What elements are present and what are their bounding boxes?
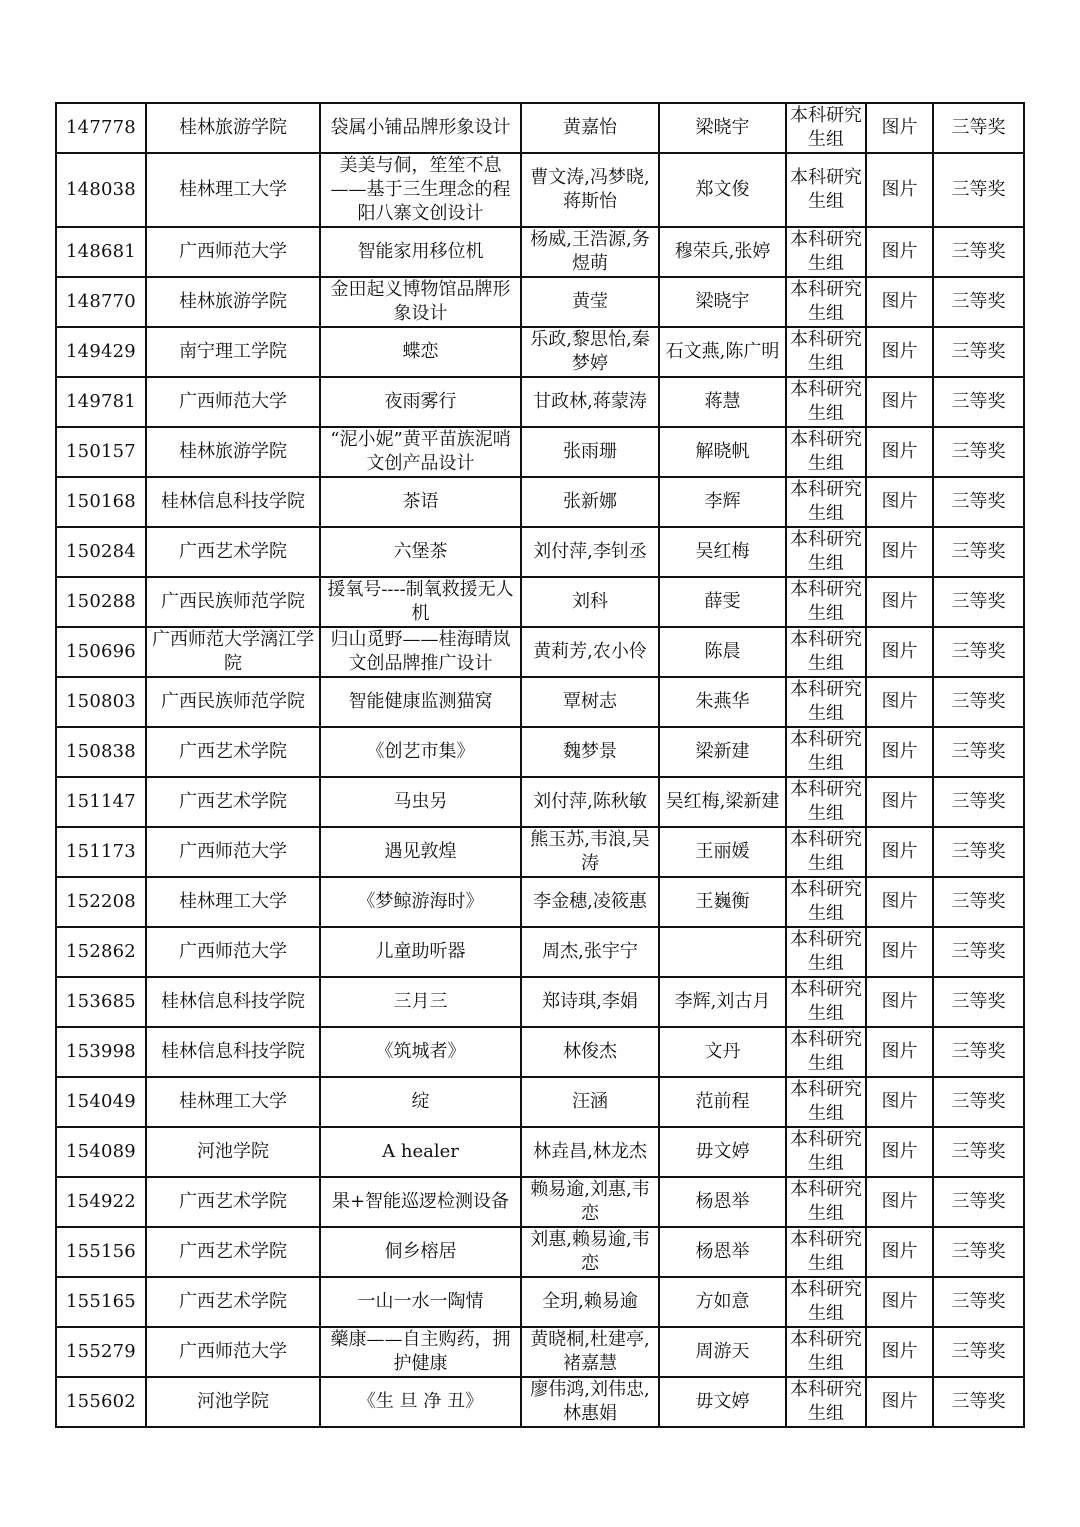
group-cell: 本科研究生组 [786,103,866,153]
table-row [56,627,1024,677]
entry-id-cell: 152862 [56,927,146,977]
table-row [56,527,1024,577]
school-cell: 桂林理工大学 [146,877,320,927]
category-cell: 图片 [866,477,933,527]
entry-id-cell: 155165 [56,1277,146,1327]
award-cell: 三等奖 [933,1377,1024,1427]
group-cell: 本科研究生组 [786,277,866,327]
entry-id-cell: 151147 [56,777,146,827]
authors-cell: 刘科 [521,577,659,627]
award-cell: 三等奖 [933,1077,1024,1127]
table-row [56,1227,1024,1277]
category-cell: 图片 [866,103,933,153]
table-row [56,1277,1024,1327]
advisor-cell: 李辉,刘古月 [659,977,786,1027]
award-cell: 三等奖 [933,477,1024,527]
table-row [56,577,1024,627]
advisor-cell: 蒋慧 [659,377,786,427]
category-cell: 图片 [866,153,933,227]
award-cell: 三等奖 [933,977,1024,1027]
authors-cell: 李金穗,凌筱惠 [521,877,659,927]
authors-cell: 全玥,赖易逾 [521,1277,659,1327]
work-title-cell: 《生 旦 净 丑》 [320,1377,521,1427]
school-cell: 桂林旅游学院 [146,277,320,327]
award-cell: 三等奖 [933,1127,1024,1177]
award-cell: 三等奖 [933,527,1024,577]
advisor-cell: 周游天 [659,1327,786,1377]
advisor-cell: 陈晨 [659,627,786,677]
work-title-cell: “泥小妮”黄平苗族泥哨文创产品设计 [320,427,521,477]
category-cell: 图片 [866,1227,933,1277]
authors-cell: 郑诗琪,李娟 [521,977,659,1027]
authors-cell: 黄莹 [521,277,659,327]
advisor-cell: 文丹 [659,1027,786,1077]
entry-id-cell: 153685 [56,977,146,1027]
advisor-cell: 穆荣兵,张婷 [659,227,786,277]
category-cell: 图片 [866,927,933,977]
award-cell: 三等奖 [933,1277,1024,1327]
entry-id-cell: 150696 [56,627,146,677]
table-row [56,827,1024,877]
authors-cell: 张雨珊 [521,427,659,477]
award-cell: 三等奖 [933,1177,1024,1227]
group-cell: 本科研究生组 [786,577,866,627]
advisor-cell: 王丽媛 [659,827,786,877]
work-title-cell: 援氧号----制氧救援无人机 [320,577,521,627]
authors-cell: 林俊杰 [521,1027,659,1077]
award-cell: 三等奖 [933,103,1024,153]
advisor-cell: 毋文婷 [659,1127,786,1177]
category-cell: 图片 [866,1127,933,1177]
authors-cell: 甘政林,蒋蒙涛 [521,377,659,427]
advisor-cell: 石文燕,陈广明 [659,327,786,377]
table-row [56,677,1024,727]
school-cell: 广西艺术学院 [146,727,320,777]
entry-id-cell: 148770 [56,277,146,327]
table-row [56,277,1024,327]
work-title-cell: 果+智能巡逻检测设备 [320,1177,521,1227]
entry-id-cell: 150168 [56,477,146,527]
group-cell: 本科研究生组 [786,1277,866,1327]
group-cell: 本科研究生组 [786,477,866,527]
work-title-cell: 遇见敦煌 [320,827,521,877]
advisor-cell: 朱燕华 [659,677,786,727]
group-cell: 本科研究生组 [786,627,866,677]
authors-cell: 黄莉芳,农小伶 [521,627,659,677]
entry-id-cell: 154049 [56,1077,146,1127]
entry-id-cell: 150803 [56,677,146,727]
authors-cell: 熊玉苏,韦浪,吴涛 [521,827,659,877]
group-cell: 本科研究生组 [786,977,866,1027]
advisor-cell: 梁晓宇 [659,277,786,327]
advisor-cell: 梁新建 [659,727,786,777]
group-cell: 本科研究生组 [786,1027,866,1077]
advisor-cell [659,927,786,977]
category-cell: 图片 [866,577,933,627]
school-cell: 广西艺术学院 [146,1277,320,1327]
work-title-cell: 夜雨雾行 [320,377,521,427]
authors-cell: 廖伟鸿,刘伟忠,林惠娟 [521,1377,659,1427]
work-title-cell: 智能健康监测猫窝 [320,677,521,727]
entry-id-cell: 155279 [56,1327,146,1377]
award-cell: 三等奖 [933,927,1024,977]
table-row [56,327,1024,377]
advisor-cell: 杨恩举 [659,1227,786,1277]
work-title-cell: 茶语 [320,477,521,527]
work-title-cell: 三月三 [320,977,521,1027]
table-row [56,977,1024,1027]
category-cell: 图片 [866,1327,933,1377]
advisor-cell: 杨恩举 [659,1177,786,1227]
school-cell: 广西师范大学 [146,1327,320,1377]
group-cell: 本科研究生组 [786,327,866,377]
group-cell: 本科研究生组 [786,877,866,927]
award-cell: 三等奖 [933,1327,1024,1377]
entry-id-cell: 152208 [56,877,146,927]
award-cell: 三等奖 [933,1227,1024,1277]
award-cell: 三等奖 [933,427,1024,477]
category-cell: 图片 [866,427,933,477]
school-cell: 广西师范大学 [146,927,320,977]
entry-id-cell: 149781 [56,377,146,427]
advisor-cell: 吴红梅 [659,527,786,577]
school-cell: 广西师范大学 [146,227,320,277]
award-cell: 三等奖 [933,727,1024,777]
authors-cell: 赖易逾,刘惠,韦恋 [521,1177,659,1227]
work-title-cell: 儿童助听器 [320,927,521,977]
school-cell: 桂林信息科技学院 [146,1027,320,1077]
authors-cell: 周杰,张宇宁 [521,927,659,977]
school-cell: 广西师范大学 [146,827,320,877]
entry-id-cell: 149429 [56,327,146,377]
authors-cell: 黄嘉怡 [521,103,659,153]
category-cell: 图片 [866,1077,933,1127]
table-row [56,477,1024,527]
advisor-cell: 毋文婷 [659,1377,786,1427]
group-cell: 本科研究生组 [786,527,866,577]
work-title-cell: 《筑城者》 [320,1027,521,1077]
authors-cell: 曹文涛,冯梦晓,蒋斯怡 [521,153,659,227]
school-cell: 广西师范大学漓江学院 [146,627,320,677]
category-cell: 图片 [866,277,933,327]
work-title-cell: 归山觅野——桂海晴岚文创品牌推广设计 [320,627,521,677]
authors-cell: 覃树志 [521,677,659,727]
table-row [56,877,1024,927]
award-cell: 三等奖 [933,377,1024,427]
school-cell: 桂林理工大学 [146,153,320,227]
school-cell: 桂林旅游学院 [146,427,320,477]
category-cell: 图片 [866,777,933,827]
work-title-cell: 《梦鲸游海时》 [320,877,521,927]
award-cell: 三等奖 [933,627,1024,677]
table-row [56,1027,1024,1077]
entry-id-cell: 150838 [56,727,146,777]
entry-id-cell: 150284 [56,527,146,577]
authors-cell: 林垚昌,林龙杰 [521,1127,659,1177]
authors-cell: 刘付萍,陈秋敏 [521,777,659,827]
category-cell: 图片 [866,527,933,577]
group-cell: 本科研究生组 [786,427,866,477]
school-cell: 桂林旅游学院 [146,103,320,153]
school-cell: 广西艺术学院 [146,527,320,577]
work-title-cell: 藥康——自主购药，拥护健康 [320,1327,521,1377]
group-cell: 本科研究生组 [786,727,866,777]
group-cell: 本科研究生组 [786,1177,866,1227]
school-cell: 广西师范大学 [146,377,320,427]
category-cell: 图片 [866,1027,933,1077]
category-cell: 图片 [866,627,933,677]
work-title-cell: 智能家用移位机 [320,227,521,277]
entry-id-cell: 155602 [56,1377,146,1427]
award-cell: 三等奖 [933,577,1024,627]
work-title-cell: 六堡茶 [320,527,521,577]
work-title-cell: 《创艺市集》 [320,727,521,777]
category-cell: 图片 [866,827,933,877]
school-cell: 桂林信息科技学院 [146,977,320,1027]
authors-cell: 刘惠,赖易逾,韦恋 [521,1227,659,1277]
work-title-cell: 马虫另 [320,777,521,827]
school-cell: 广西艺术学院 [146,1177,320,1227]
category-cell: 图片 [866,377,933,427]
advisor-cell: 李辉 [659,477,786,527]
entry-id-cell: 150288 [56,577,146,627]
entry-id-cell: 153998 [56,1027,146,1077]
category-cell: 图片 [866,1277,933,1327]
authors-cell: 杨威,王浩源,务煜萌 [521,227,659,277]
table-row [56,727,1024,777]
group-cell: 本科研究生组 [786,1127,866,1177]
work-title-cell: 绽 [320,1077,521,1127]
category-cell: 图片 [866,677,933,727]
authors-cell: 乐政,黎思怡,秦梦婷 [521,327,659,377]
award-cell: 三等奖 [933,877,1024,927]
advisor-cell: 方如意 [659,1277,786,1327]
table-row [56,1327,1024,1377]
work-title-cell: A healer [320,1127,521,1177]
group-cell: 本科研究生组 [786,1077,866,1127]
advisor-cell: 郑文俊 [659,153,786,227]
work-title-cell: 金田起义博物馆品牌形象设计 [320,277,521,327]
work-title-cell: 一山一水一陶情 [320,1277,521,1327]
category-cell: 图片 [866,727,933,777]
work-title-cell: 侗乡榕居 [320,1227,521,1277]
entry-id-cell: 148038 [56,153,146,227]
entry-id-cell: 154922 [56,1177,146,1227]
advisor-cell: 王巍衡 [659,877,786,927]
group-cell: 本科研究生组 [786,827,866,877]
group-cell: 本科研究生组 [786,677,866,727]
award-cell: 三等奖 [933,153,1024,227]
advisor-cell: 解晓帆 [659,427,786,477]
category-cell: 图片 [866,1377,933,1427]
work-title-cell: 美美与侗，笙笙不息——基于三生理念的程阳八寨文创设计 [320,153,521,227]
advisor-cell: 梁晓宇 [659,103,786,153]
group-cell: 本科研究生组 [786,377,866,427]
work-title-cell: 蝶恋 [320,327,521,377]
category-cell: 图片 [866,877,933,927]
award-cell: 三等奖 [933,827,1024,877]
entry-id-cell: 155156 [56,1227,146,1277]
group-cell: 本科研究生组 [786,1377,866,1427]
group-cell: 本科研究生组 [786,1227,866,1277]
entry-id-cell: 151173 [56,827,146,877]
entry-id-cell: 147778 [56,103,146,153]
award-cell: 三等奖 [933,1027,1024,1077]
entry-id-cell: 150157 [56,427,146,477]
group-cell: 本科研究生组 [786,927,866,977]
school-cell: 桂林理工大学 [146,1077,320,1127]
authors-cell: 汪涵 [521,1077,659,1127]
table-row [56,1177,1024,1227]
table-row [56,377,1024,427]
school-cell: 桂林信息科技学院 [146,477,320,527]
school-cell: 广西艺术学院 [146,1227,320,1277]
results-table-body [56,103,1024,1427]
category-cell: 图片 [866,327,933,377]
table-row [56,153,1024,227]
school-cell: 广西艺术学院 [146,777,320,827]
category-cell: 图片 [866,227,933,277]
award-cell: 三等奖 [933,327,1024,377]
school-cell: 南宁理工学院 [146,327,320,377]
authors-cell: 张新娜 [521,477,659,527]
group-cell: 本科研究生组 [786,153,866,227]
authors-cell: 黄晓桐,杜建亭,褚嘉慧 [521,1327,659,1377]
table-row [56,927,1024,977]
results-table [55,102,1025,1428]
work-title-cell: 袋属小铺品牌形象设计 [320,103,521,153]
school-cell: 广西民族师范学院 [146,577,320,627]
award-cell: 三等奖 [933,227,1024,277]
advisor-cell: 吴红梅,梁新建 [659,777,786,827]
award-cell: 三等奖 [933,777,1024,827]
table-row [56,227,1024,277]
table-row [56,1377,1024,1427]
school-cell: 广西民族师范学院 [146,677,320,727]
authors-cell: 魏梦景 [521,727,659,777]
group-cell: 本科研究生组 [786,1327,866,1377]
advisor-cell: 范前程 [659,1077,786,1127]
school-cell: 河池学院 [146,1127,320,1177]
table-row [56,1127,1024,1177]
group-cell: 本科研究生组 [786,777,866,827]
group-cell: 本科研究生组 [786,227,866,277]
table-row [56,1077,1024,1127]
authors-cell: 刘付萍,李钊丞 [521,527,659,577]
award-cell: 三等奖 [933,677,1024,727]
award-cell: 三等奖 [933,277,1024,327]
table-row [56,103,1024,153]
table-row [56,427,1024,477]
table-row [56,777,1024,827]
advisor-cell: 薛雯 [659,577,786,627]
school-cell: 河池学院 [146,1377,320,1427]
entry-id-cell: 148681 [56,227,146,277]
entry-id-cell: 154089 [56,1127,146,1177]
category-cell: 图片 [866,977,933,1027]
category-cell: 图片 [866,1177,933,1227]
